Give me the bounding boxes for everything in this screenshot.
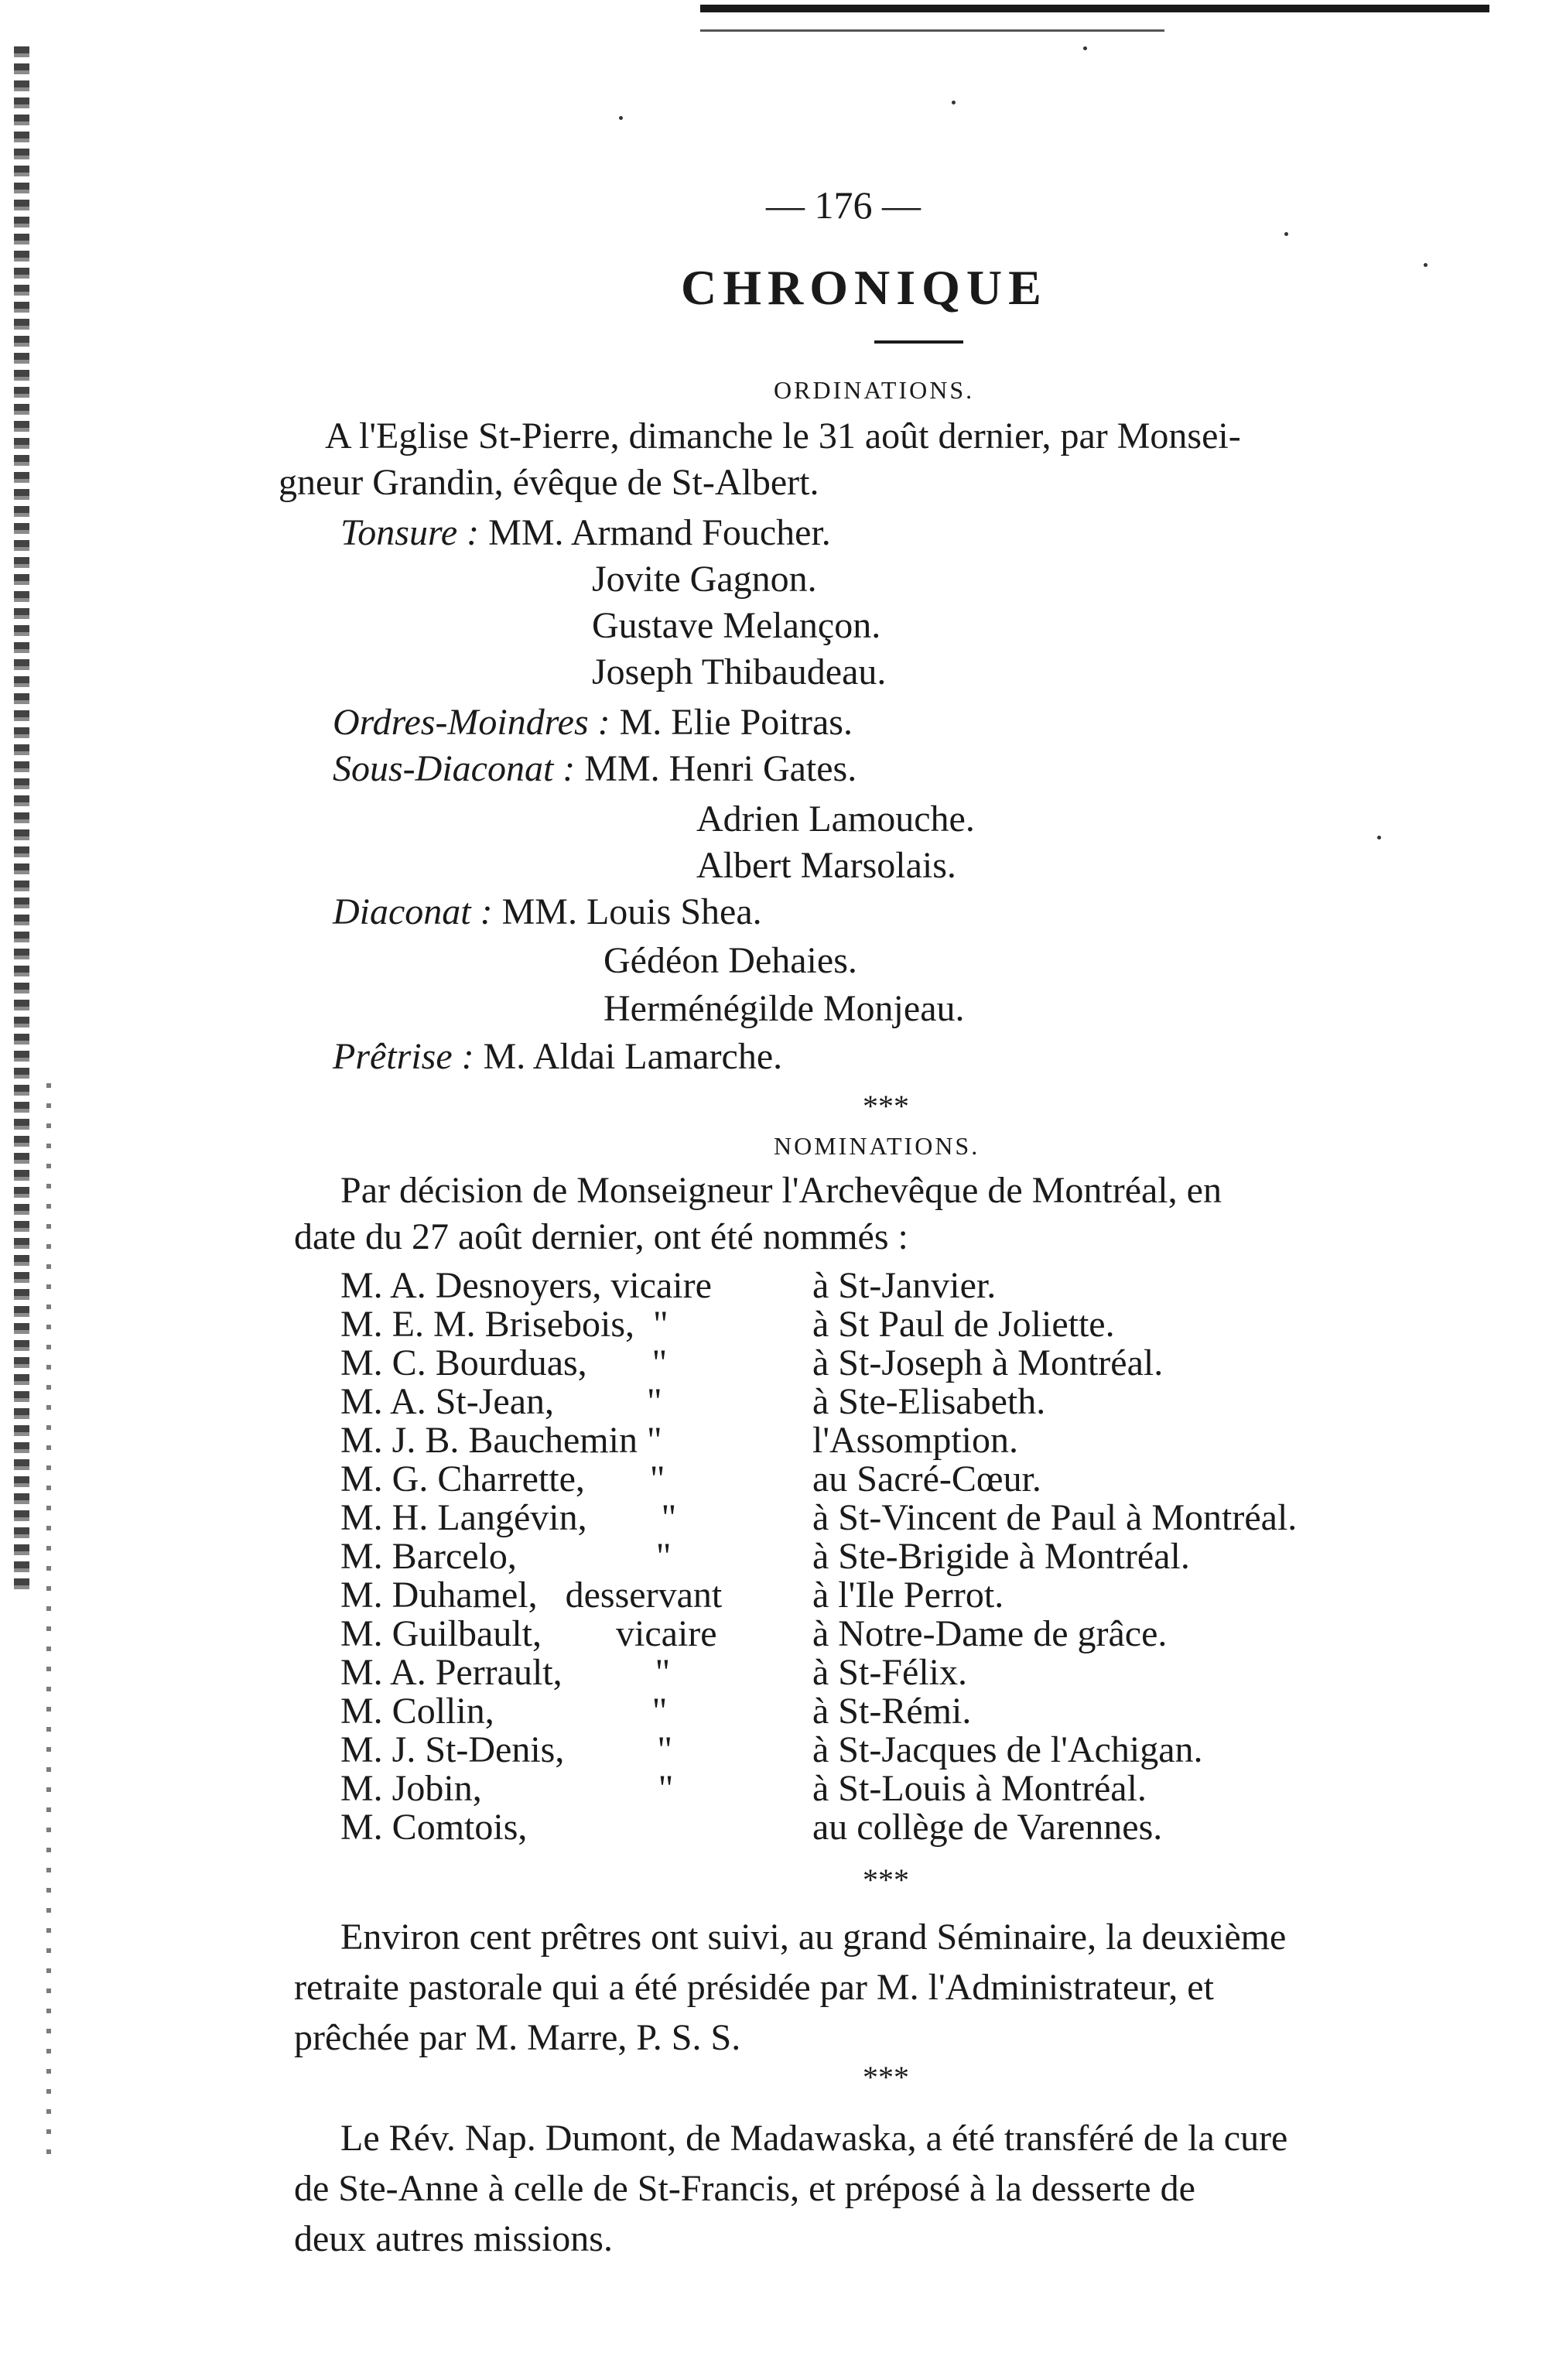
nomination-name: M. G. Charrette, " [340, 1458, 665, 1499]
sousdiaconat-label: Sous-Diaconat : [333, 748, 576, 789]
nomination-destination: à Ste-Elisabeth. [812, 1381, 1046, 1422]
retraite-line2: retraite pastorale qui a été présidée par M. l'Administrateur, et [294, 1967, 1214, 2008]
separator-stars: *** [863, 2060, 909, 2094]
page-number: — 176 — [766, 183, 921, 227]
nomination-name: M. Barcelo, " [340, 1536, 672, 1577]
nomination-name: M. C. Bourduas, " [340, 1342, 668, 1383]
nomination-name: M. A. St-Jean, " [340, 1381, 662, 1422]
ordres-row [333, 704, 853, 741]
nomination-destination: à St-Louis à Montréal. [812, 1768, 1147, 1809]
top-rule-secondary [700, 29, 1164, 32]
dumont-line3: deux autres missions. [294, 2218, 613, 2259]
nomination-destination: à Ste-Brigide à Montréal. [812, 1536, 1190, 1577]
scan-edge-dots [46, 1083, 51, 2166]
diaconat-name: Herménégilde Monjeau. [603, 988, 965, 1029]
tonsure-name: Gustave Melançon. [592, 605, 881, 646]
nomination-name: M. H. Langévin, " [340, 1497, 677, 1538]
dumont-line1: Le Rév. Nap. Dumont, de Madawaska, a été transféré de la cure [340, 2118, 1288, 2159]
nomination-name: M. A. Desnoyers, vicaire [340, 1265, 712, 1306]
nomination-name: M. J. St-Denis, " [340, 1729, 672, 1770]
sousdiaconat-name: Albert Marsolais. [696, 845, 956, 886]
ordinations-intro-line1: A l'Eglise St-Pierre, dimanche le 31 août dernier, par Monsei- [325, 415, 1241, 457]
separator-stars: *** [863, 1089, 909, 1123]
ordinations-heading: ORDINATIONS. [774, 376, 975, 404]
sousdiaconat-first: MM. Henri Gates. [584, 748, 857, 789]
nominations-intro-line1: Par décision de Monseigneur l'Archevêque de Montréal, en [340, 1170, 1222, 1211]
diaconat-row [333, 891, 762, 932]
nomination-destination: à St-Janvier. [812, 1265, 997, 1306]
pretrise-label: Prêtrise : [333, 1036, 474, 1077]
top-rule [700, 5, 1489, 12]
pretrise-row [333, 1038, 782, 1075]
nomination-destination: à Notre-Dame de grâce. [812, 1613, 1168, 1654]
retraite-line3: prêchée par M. Marre, P. S. S. [294, 2017, 741, 2058]
page-title: CHRONIQUE [681, 260, 1048, 315]
nomination-destination: l'Assomption. [812, 1420, 1019, 1461]
tonsure-first: MM. Armand Foucher. [488, 512, 831, 553]
diaconat-name: Gédéon Dehaies. [603, 940, 857, 981]
tonsure-name: Joseph Thibaudeau. [592, 651, 887, 692]
tonsure-label: Tonsure : [340, 512, 480, 553]
nomination-destination: à St-Vincent de Paul à Montréal. [812, 1497, 1298, 1538]
tonsure-row [340, 512, 831, 553]
scan-edge-left [14, 46, 29, 1594]
nomination-destination: au Sacré-Cœur. [812, 1458, 1041, 1499]
nomination-name: M. Jobin, " [340, 1768, 674, 1809]
nomination-destination: à St-Jacques de l'Achigan. [812, 1729, 1203, 1770]
nomination-name: M. Duhamel, desservant [340, 1575, 723, 1616]
ordinations-intro-line2: gneur Grandin, évêque de St-Albert. [279, 462, 819, 503]
retraite-line1: Environ cent prêtres ont suivi, au grand Séminaire, la deuxième [340, 1917, 1287, 1958]
nomination-destination: à St Paul de Joliette. [812, 1304, 1115, 1345]
tonsure-name: Jovite Gagnon. [592, 559, 817, 600]
ordres-name: M. Elie Poitras. [619, 702, 853, 743]
dumont-line2: de Ste-Anne à celle de St-Francis, et préposé à la desserte de [294, 2168, 1195, 2209]
nomination-destination: à l'Ile Perrot. [812, 1575, 1004, 1616]
nominations-heading: NOMINATIONS. [774, 1132, 980, 1160]
pretrise-name: M. Aldai Lamarche. [483, 1036, 783, 1077]
nomination-destination: à St-Rémi. [812, 1691, 972, 1732]
diaconat-first: MM. Louis Shea. [501, 891, 762, 932]
ordres-label: Ordres-Moindres : [333, 702, 610, 743]
nomination-name: M. A. Perrault, " [340, 1652, 671, 1693]
sousdiaconat-name: Adrien Lamouche. [696, 798, 975, 839]
nomination-destination: au collège de Varennes. [812, 1807, 1163, 1848]
diaconat-label: Diaconat : [333, 891, 493, 932]
nomination-name: M. Comtois, [340, 1807, 528, 1848]
nominations-intro-line2: date du 27 août dernier, ont été nommés : [294, 1216, 908, 1257]
sousdiaconat-row [333, 748, 857, 789]
nomination-name: M. E. M. Brisebois, " [340, 1304, 668, 1345]
nomination-name: M. Collin, " [340, 1691, 668, 1732]
title-underline [874, 340, 963, 344]
separator-stars: *** [863, 1862, 909, 1897]
nomination-destination: à St-Félix. [812, 1652, 967, 1693]
nomination-name: M. Guilbault, vicaire [340, 1613, 717, 1654]
nomination-destination: à St-Joseph à Montréal. [812, 1342, 1164, 1383]
nomination-name: M. J. B. Bauchemin " [340, 1420, 662, 1461]
